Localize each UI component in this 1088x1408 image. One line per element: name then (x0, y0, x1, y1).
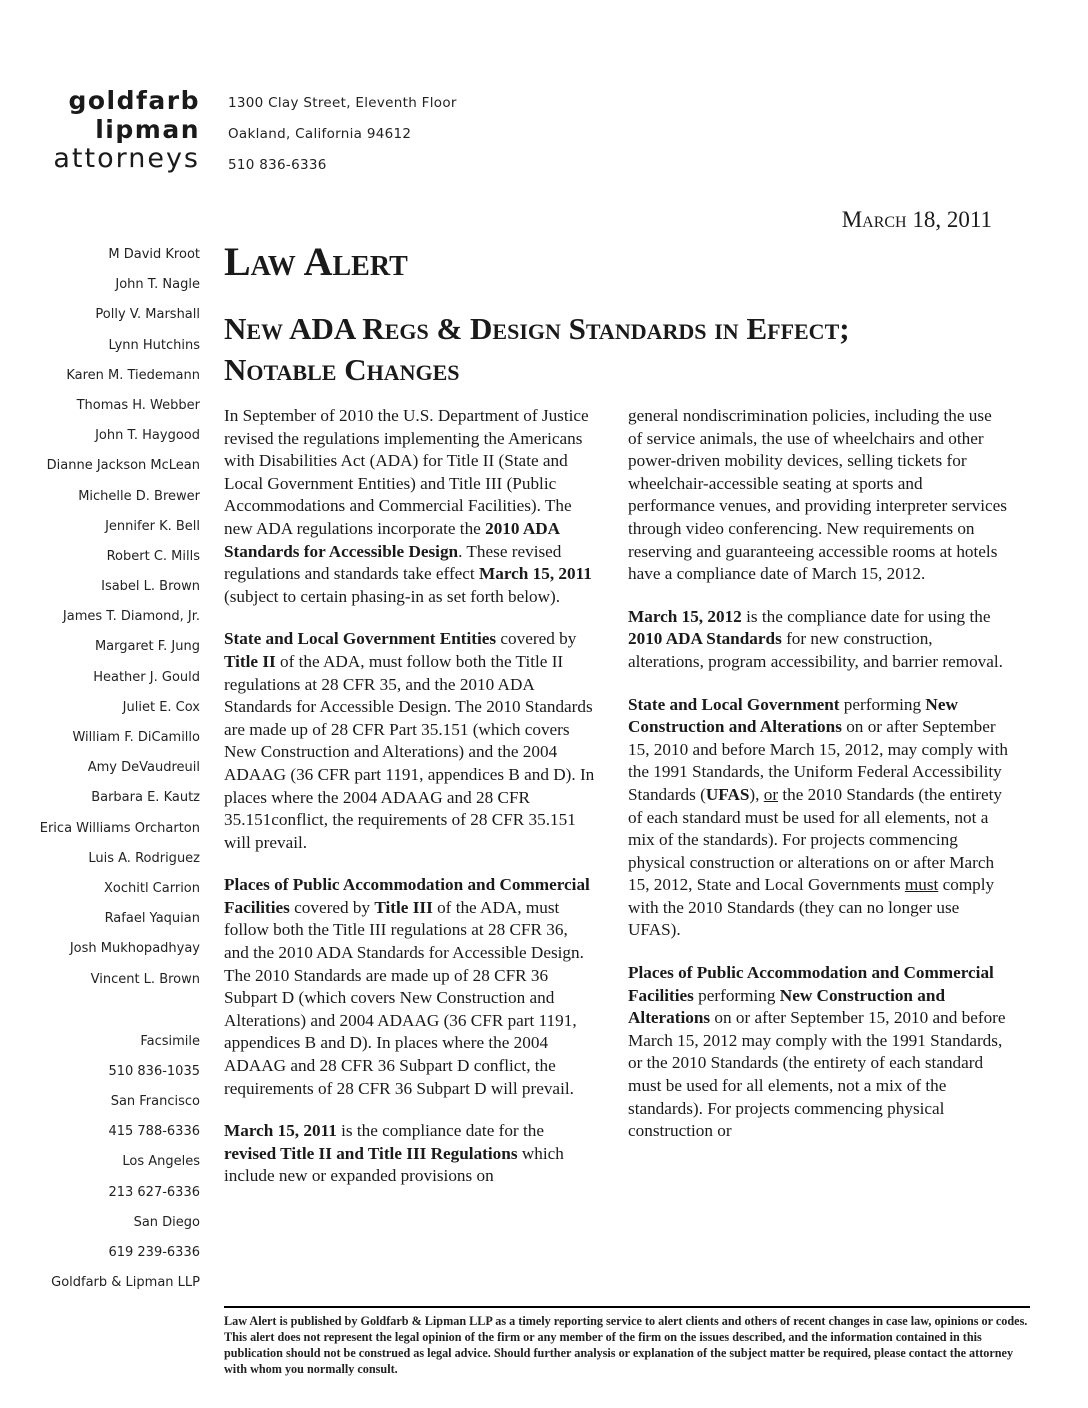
text: the 2010 Standards (the entirety of each standard must be used for all elements, not a mix of the standards). For projects commencing physical construction or alterations on or after March 15, 2012, State and Local Governments (628, 784, 1002, 895)
paragraph-state-local-entities (224, 628, 596, 854)
attorney-name: Vincent L. Brown (90, 971, 200, 987)
paragraph-public-accommodation (224, 874, 596, 1100)
logo-line-lipman: lipman (95, 115, 200, 144)
text: of the ADA, must follow both the Title II regulations at 28 CFR 35, and the 2010 ADA Standards for Accessible Design. The 2010 Standards are made up of 28 CFR Part 35.151 (which covers New Construction and Alterations) and the 2004 ADAAG (36 CFR part 1191, appendices B and D). In places where the 2004 ADAAG and 28 CFR 35.151conflict, the requirements of 28 CFR 35.151 will prevail. (224, 651, 595, 852)
attorney-sidebar (40, 246, 200, 1304)
text: which include new or expanded provisions on (224, 1143, 564, 1186)
text: performing (693, 985, 780, 1005)
attorney-name: William F. DiCamillo (72, 730, 200, 745)
text: is the compliance date for using the (741, 606, 991, 626)
attorney-name: Polly V. Marshall (95, 307, 200, 323)
attorney-name: Jennifer K. Bell (105, 518, 200, 534)
text: on or after September 15, 2010 and before March 15, 2012 may comply with the 1991 Standards, or the 2010 Standards (the entirety of each standard must be used for all elements, not a mix of the standards). For projects commencing physical construction or (628, 1008, 1006, 1141)
attorney-name: Erica Williams Orcharton (39, 820, 200, 836)
address-street: 1300 Clay Street, Eleventh Floor (228, 95, 457, 111)
contact-fax-number: 510 836-1035 (108, 1063, 200, 1079)
firm-name: Goldfarb & Lipman LLP (51, 1275, 200, 1291)
attorney-name: Michelle D. Brewer (78, 488, 200, 504)
bold-text: New Construction and Alterations (628, 694, 958, 737)
attorney-name: Luis A. Rodriguez (88, 850, 200, 866)
bold-text: New Construction and Alterations (628, 985, 945, 1028)
bold-text: Places of Public Accommodation and Commercial Facilities (224, 875, 590, 917)
contact-sd-number: 619 239-6336 (108, 1245, 200, 1260)
attorney-name: James T. Diamond, Jr. (62, 609, 200, 625)
paragraph-nondiscrimination (628, 405, 1008, 586)
underlined-text: must (904, 875, 939, 895)
address-phone: 510 836-6336 (228, 157, 327, 173)
text: . These revised regulations and standards take effect (224, 541, 562, 584)
firm-address (228, 94, 457, 187)
attorney-name: Thomas H. Webber (76, 397, 200, 413)
text: (subject to certain phasing-in as set forth below). (224, 586, 561, 606)
contact-la-number: 213 627-6336 (108, 1184, 200, 1200)
attorney-name: M David Kroot (108, 247, 200, 262)
bold-text: 2010 ADA Standards for Accessible Design (224, 518, 560, 561)
paragraph-state-local-construction (628, 694, 1008, 943)
attorney-name: Isabel L. Brown (101, 579, 200, 595)
attorney-name: Heather J. Gould (93, 669, 200, 685)
contact-label-san-francisco: San Francisco (110, 1094, 200, 1110)
text: ), (749, 784, 764, 804)
attorney-name: Robert C. Mills (106, 548, 200, 564)
paragraph-intro (224, 405, 596, 608)
body-column-right (628, 405, 1008, 1163)
bold-text: Places of Public Accommodation and Commercial Facilities (628, 963, 994, 1005)
logo-line-attorneys: attorneys (53, 143, 200, 174)
text: covered by (496, 629, 577, 649)
contact-sf-number: 415 788-6336 (108, 1124, 200, 1140)
headline-part2: Design Standards in Effect; (462, 311, 850, 346)
article-headline (224, 308, 1024, 390)
bold-text: Title II (224, 651, 276, 671)
bold-text: UFAS (705, 784, 750, 804)
office-contacts (40, 1033, 200, 1305)
text: is the compliance date for the (336, 1121, 544, 1141)
attorney-name: Rafael Yaquian (104, 911, 200, 927)
attorney-name: Dianne Jackson McLean (46, 458, 200, 474)
attorney-name: Lynn Hutchins (108, 337, 200, 353)
contact-label-facsimile: Facsimile (140, 1033, 200, 1049)
attorney-name: Juliet E. Cox (122, 699, 200, 715)
paragraph-public-accommodation-construction (628, 962, 1008, 1143)
attorney-name: Josh Mukhopadhyay (69, 941, 200, 957)
attorney-name: Margaret F. Jung (94, 639, 200, 655)
bold-text: revised Title II and Title III Regulations (224, 1143, 518, 1163)
body-column-left (224, 405, 596, 1208)
attorney-name: Barbara E. Kautz (91, 790, 200, 806)
text: In September of 2010 the U.S. Department of Justice revised the regulations implementing the Americans with Disabilities Act (ADA) for Title II (State and Local Government Entities) and Title III (Public Accommodations and Commercial Facilities). The new ADA regulations incorporate the (224, 406, 589, 538)
text: for new construction, alterations, program accessibility, and barrier removal. (628, 629, 1003, 671)
logo-line-goldfarb: goldfarb (68, 86, 200, 115)
attorney-name: John T. Haygood (95, 428, 200, 444)
attorney-name: Karen M. Tiedemann (66, 367, 200, 383)
paragraph-compliance-2012 (628, 606, 1008, 674)
text: covered by (289, 897, 375, 917)
bold-text: March 15, 2011 (224, 1121, 337, 1141)
attorney-list (40, 246, 200, 1001)
attorney-name: Amy DeVaudreuil (87, 760, 200, 776)
bold-text: March 15, 2011 (479, 564, 592, 584)
page-title: Law Alert (224, 239, 408, 284)
publication-date: March 18, 2011 (841, 207, 992, 232)
bold-text: 2010 ADA Standards (628, 629, 782, 649)
address-city: Oakland, California 94612 (228, 126, 412, 142)
headline-ampersand: & (436, 311, 463, 346)
headline-line2: Notable Changes (224, 352, 460, 387)
contact-label-los-angeles: Los Angeles (122, 1154, 200, 1170)
contact-label-san-diego: San Diego (133, 1214, 200, 1230)
bold-text: Title III (374, 897, 433, 917)
text: of the ADA, must follow both the Title III regulations at 28 CFR 36, and the 2010 ADA Standards for Accessible Design. The 2010 Standards are made up of 28 CFR 36 Subpart D (which covers New Construction and Alterations) and 2004 ADAAG (36 CFR part 1191, appendices B and D). In places where the 2004 ADAAG and 28 CFR 36 Subpart D conflict, the requirements of 28 CFR 36 Subpart D will prevail. (224, 897, 584, 1098)
bold-text: March 15, 2012 (628, 606, 742, 626)
headline-part1: New ADA Regs (224, 311, 437, 346)
text: on or after September 15, 2010 and before March 15, 2012, may comply with the 1991 Standards, the Uniform Federal Accessibility Standards ( (628, 717, 1008, 804)
attorney-name: Xochitl Carrion (103, 880, 200, 896)
paragraph-compliance-2011 (224, 1120, 596, 1188)
firm-logo (53, 86, 200, 174)
text: comply with the 2010 Standards (they can no longer use UFAS). (628, 875, 995, 940)
bold-text: State and Local Government Entities (224, 629, 497, 649)
bold-text: State and Local Government (628, 694, 840, 714)
disclaimer-footer: Law Alert is published by Goldfarb & Lipman LLP as a timely reporting service to alert clients and others of recent changes in case law, opinions or codes. This alert does not represent the legal opinion of the firm or any member of the firm on the issues described, and the information contained in this publication should not be construed as legal advice. Should further analysis or explanation of the subject matter be required, please contact the attorney with whom you normally consult. (224, 1306, 1030, 1377)
text: performing (839, 694, 926, 714)
underlined-text: or (763, 784, 779, 804)
attorney-name: John T. Nagle (115, 277, 200, 293)
text: general nondiscrimination policies, including the use of service animals, the use of wheelchairs and other power-driven mobility devices, selling tickets for wheelchair-accessible seating at sports and performance venues, and providing interpreter services through video conferencing. New requirements on reserving and guaranteeing accessible rooms at hotels have a compliance date of March 15, 2012. (628, 406, 1007, 584)
